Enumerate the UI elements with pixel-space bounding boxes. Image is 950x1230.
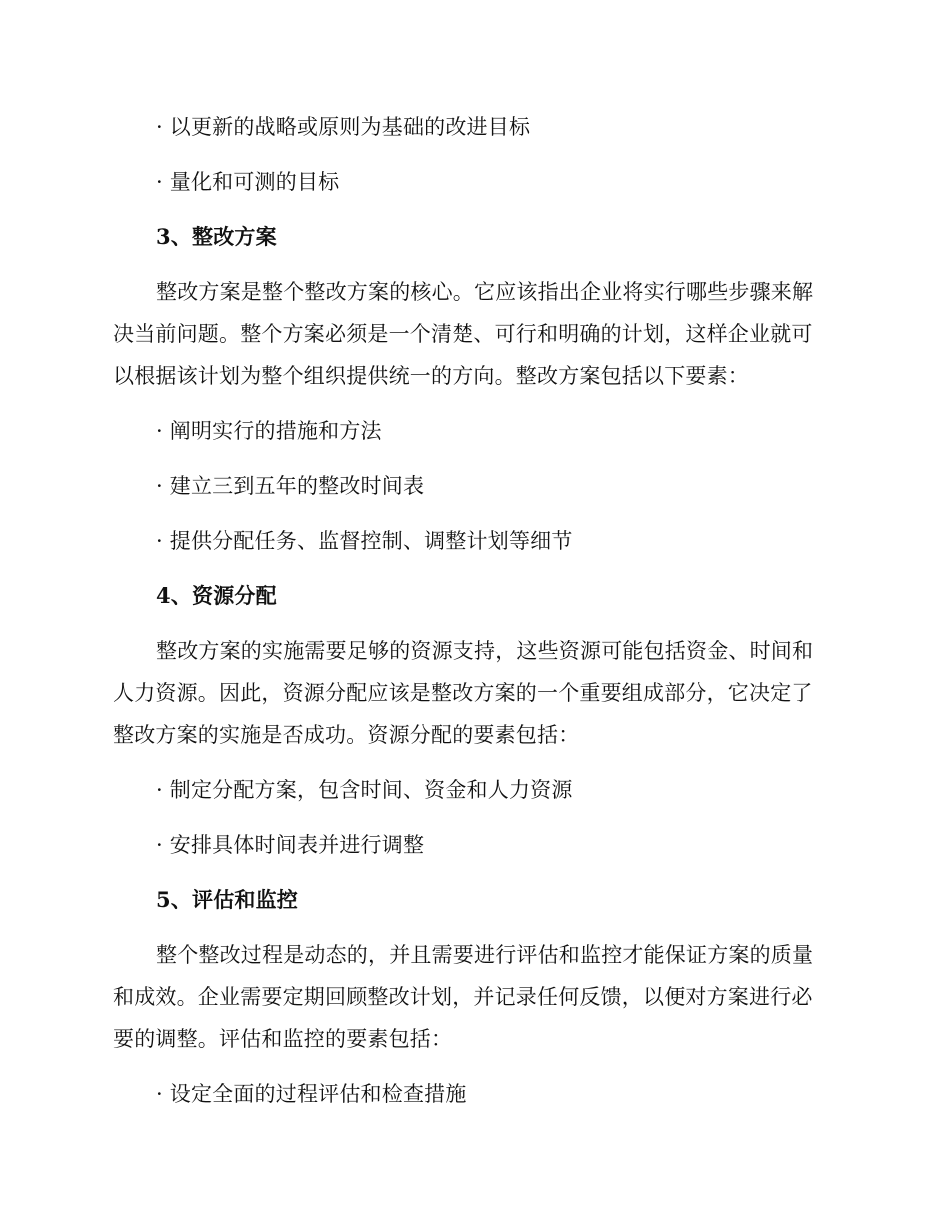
paragraph-line: 人力资源。因此，资源分配应该是整改方案的一个重要组成部分，它决定了 [113,681,813,705]
bullet-item: · 阐明实行的措施和方法 [156,419,382,443]
section-heading-4: 4、资源分配 [156,583,277,608]
bullet-item: · 设定全面的过程评估和检查措施 [156,1082,467,1106]
section-heading-5: 5、评估和监控 [156,887,299,912]
paragraph-line: 整改方案是整个整改方案的核心。它应该指出企业将实行哪些步骤来解 [156,280,814,304]
bullet-item: · 制定分配方案，包含时间、资金和人力资源 [156,778,573,802]
paragraph-line: 整改方案的实施需要足够的资源支持，这些资源可能包括资金、时间和 [156,639,814,663]
paragraph-line: 整个整改过程是动态的，并且需要进行评估和监控才能保证方案的质量 [156,943,814,967]
paragraph-line: 要的调整。评估和监控的要素包括： [113,1027,453,1051]
bullet-item: · 以更新的战略或原则为基础的改进目标 [156,115,531,139]
bullet-item: · 提供分配任务、监督控制、调整计划等细节 [156,529,573,553]
bullet-item: · 量化和可测的目标 [156,170,340,194]
paragraph-line: 以根据该计划为整个组织提供统一的方向。整改方案包括以下要素： [113,364,749,388]
paragraph-line: 决当前问题。整个方案必须是一个清楚、可行和明确的计划，这样企业就可 [113,322,813,346]
paragraph-line: 和成效。企业需要定期回顾整改计划，并记录任何反馈，以便对方案进行必 [113,985,813,1009]
bullet-item: · 建立三到五年的整改时间表 [156,474,425,498]
paragraph-line: 整改方案的实施是否成功。资源分配的要素包括： [113,723,580,747]
section-heading-3: 3、整改方案 [156,224,277,249]
bullet-item: · 安排具体时间表并进行调整 [156,833,425,857]
